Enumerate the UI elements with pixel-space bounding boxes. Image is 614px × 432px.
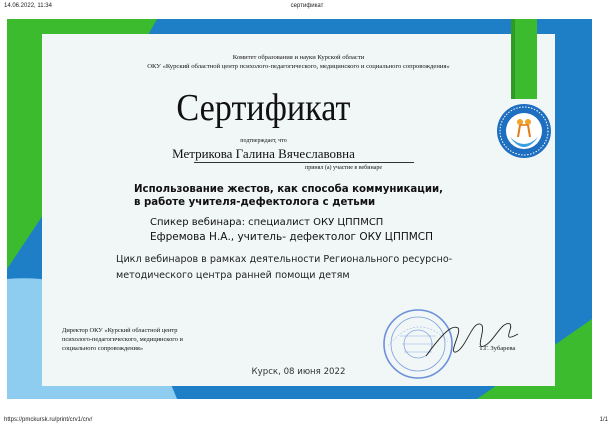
print-datetime: 14.06.2022, 11:34 <box>4 3 52 9</box>
certificate-title: Сертификат <box>176 87 351 129</box>
webinar-title-line-2: в работе учителя-дефектолога с детьми <box>134 197 376 208</box>
director-signature <box>422 314 532 364</box>
director-line-2: психолого-педагогического, медицинского и <box>62 336 183 343</box>
confirms-text: подтверждает, что <box>240 138 287 144</box>
cycle-line-1: Цикл вебинаров в рамках деятельности Регионального ресурсно- <box>116 254 453 265</box>
org-line-2: ОКУ «Курский областной центр психолого-педагогического, медицинского и социального сопровождения» <box>147 63 450 70</box>
cycle-line-2: методического центра ранней помощи детям <box>116 270 350 281</box>
director-name: Т.Г. Зубарева <box>479 345 516 352</box>
webinar-title-line-1: Использование жестов, как способа коммуникации, <box>134 184 444 195</box>
speaker-line-2: Ефремова Н.А., учитель- дефектолог ОКУ ЦППМСП <box>150 231 434 243</box>
speaker-line-1: Спикер вебинара: специалист ОКУ ЦППМСП <box>150 217 384 228</box>
director-line-1: Директор ОКУ «Курский областной центр <box>62 327 178 334</box>
print-page-number: 1/1 <box>599 417 608 423</box>
org-line-1: Комитет образования и науки Курской области <box>232 54 365 61</box>
print-url: https://pmckursk.ru/print/crv1/crv/ <box>4 417 93 423</box>
director-line-3: социального сопровождения» <box>62 345 144 352</box>
print-title: сертификат <box>290 3 324 9</box>
certificate <box>7 19 592 399</box>
recipient-name: Метрикова Галина Вячеславовна <box>172 146 355 161</box>
place-date: Курск, 08 июня 2022 <box>251 367 346 377</box>
certificate-card <box>42 34 555 386</box>
name-underline <box>194 162 414 163</box>
participated-text: принял (а) участие в вебинаре <box>305 165 382 171</box>
ribbon-badge <box>497 19 561 184</box>
